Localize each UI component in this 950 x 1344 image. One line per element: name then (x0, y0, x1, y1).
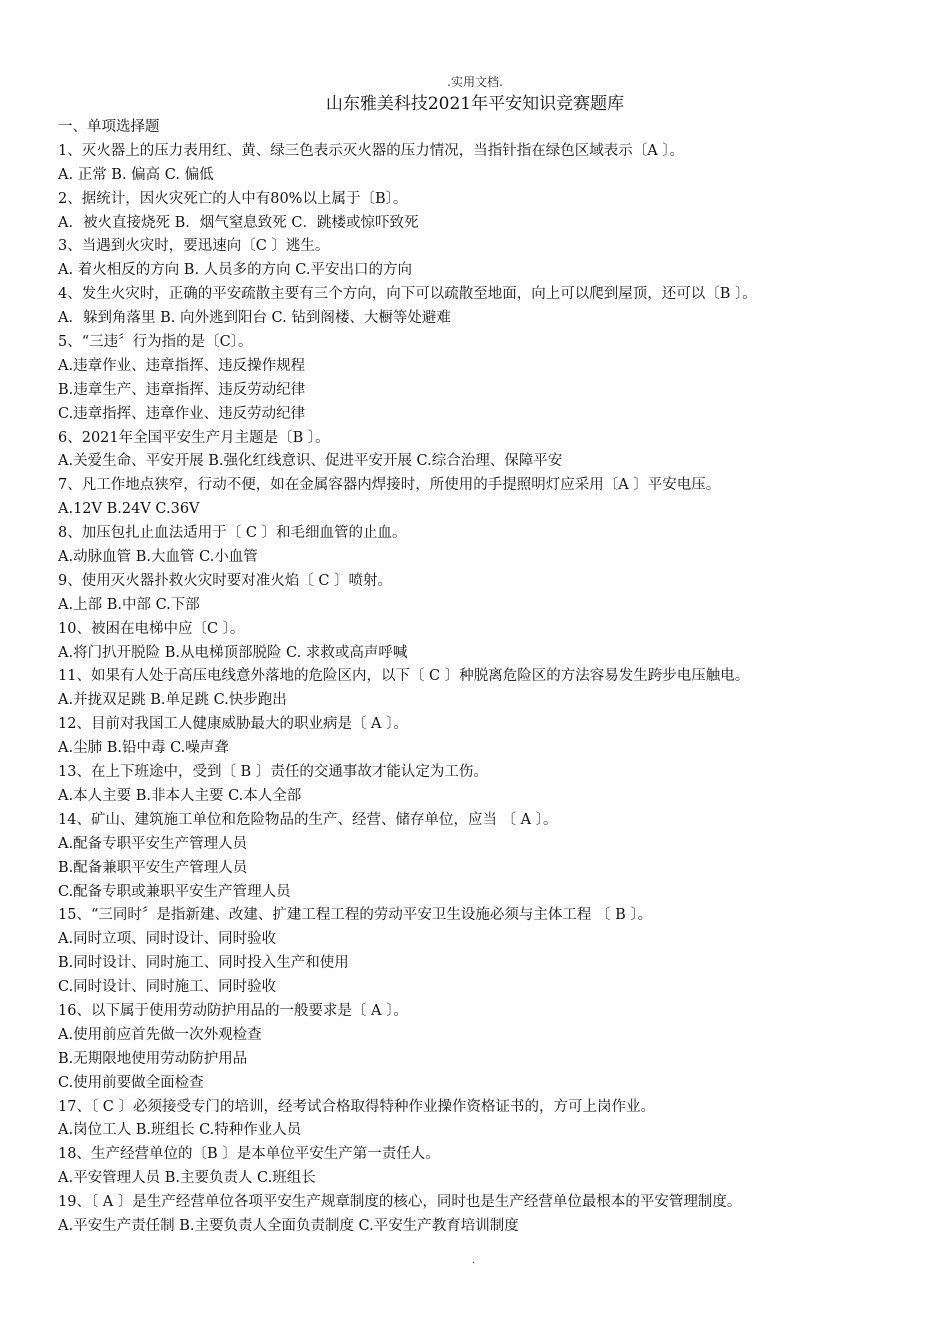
question-18: 18、生产经营单位的〔B 〕是本单位平安生产第一责任人。 (58, 1146, 440, 1163)
option-15c: C.同时设计、同时施工、同时验收 (58, 979, 277, 996)
question-list (58, 116, 938, 1239)
options-8: A.动脉血管 B.大血管 C.小血管 (58, 549, 258, 566)
question-7: 7、凡工作地点狭窄，行动不便，如在金属容器内焊接时，所使用的手提照明灯应采用〔A 〕平安电压。 (58, 477, 721, 494)
options-19: A.平安生产责任制 B.主要负责人全面负责制度 C.平安生产教育培训制度 (58, 1217, 519, 1234)
question-17: 17、〔 C 〕必须接受专门的培训，经考试合格取得特种作业操作资格证书的，方可上岗作业。 (58, 1098, 656, 1115)
option-5c: C.违章指挥、违章作业、违反劳动纪律 (58, 405, 306, 422)
question-2: 2、据统计，因火灾死亡的人中有80%以上属于〔B〕。 (58, 190, 408, 207)
options-13: A.本人主要 B.非本人主要 C.本人全部 (58, 787, 302, 804)
question-12: 12、目前对我国工人健康威胁最大的职业病是〔 A 〕。 (58, 716, 408, 733)
options-17: A.岗位工人 B.班组长 C.特种作业人员 (58, 1122, 302, 1139)
question-8: 8、加压包扎止血法适用于〔 C 〕和毛细血管的止血。 (58, 525, 407, 542)
option-16b: B.无期限地使用劳动防护用品 (58, 1050, 248, 1067)
question-6: 6、2021年全国平安生产月主题是〔B 〕。 (58, 429, 330, 446)
options-12: A.尘肺 B.铅中毒 C.噪声聋 (58, 740, 229, 757)
question-15: 15、“三同时〞是指新建、改建、扩建工程工程的劳动平安卫生设施必须与主体工程 〔 B 〕。 (58, 907, 653, 924)
option-15b: B.同时设计、同时施工、同时投入生产和使用 (58, 955, 349, 972)
question-4: 4、发生火灾时，正确的平安疏散主要有三个方向，向下可以疏散至地面，向上可以爬到屋顶，还可以〔B 〕。 (58, 286, 757, 303)
option-5a: A.违章作业、违章指挥、违反操作规程 (58, 357, 306, 374)
options-11: A.并拢双足跳 B.单足跳 C.快步跑出 (58, 692, 287, 709)
question-9: 9、使用灭火器扑救火灾时要对准火焰〔 C 〕喷射。 (58, 572, 393, 589)
options-4: A．躲到角落里 B. 向外逃到阳台 C. 钻到阁楼、大橱等处避难 (58, 310, 451, 327)
header-note: .实用文档. (447, 75, 503, 89)
page-title: 山东雅美科技2021年平安知识竞赛题库 (325, 94, 625, 114)
section-heading: 一、单项选择题 (58, 119, 160, 135)
options-7: A.12V B.24V C.36V (58, 501, 200, 518)
option-5b: B.违章生产、违章指挥、违反劳动纪律 (58, 381, 306, 398)
question-11: 11、如果有人处于高压电线意外落地的危险区内，以下〔 C 〕种脱离危险区的方法容易发生跨步电压触电。 (58, 668, 750, 685)
options-10: A.将门扒开脱险 B.从电梯顶部脱险 C. 求救或高声呼喊 (58, 644, 408, 661)
question-10: 10、被困在电梯中应〔C 〕。 (58, 620, 245, 637)
option-14a: A.配备专职平安生产管理人员 (58, 835, 248, 852)
question-1: 1、灭火器上的压力表用红、黄、绿三色表示灭火器的压力情况，当指针指在绿色区域表示〔A 〕。 (58, 142, 685, 159)
option-14c: C.配备专职或兼职平安生产管理人员 (58, 883, 291, 900)
options-9: A.上部 B.中部 C.下部 (58, 596, 200, 613)
options-6: A.关爱生命、平安开展 B.强化红线意识、促进平安开展 C.综合治理、保障平安 (58, 453, 563, 470)
options-2: A．被火直接烧死 B．烟气窒息致死 C．跳楼或惊吓致死 (58, 214, 419, 231)
options-3: A. 着火相反的方向 B. 人员多的方向 C.平安出口的方向 (58, 262, 412, 279)
question-16: 16、以下属于使用劳动防护用品的一般要求是〔 A 〕。 (58, 1002, 408, 1019)
question-3: 3、当遇到火灾时，要迅速向〔C 〕逃生。 (58, 238, 330, 255)
option-16a: A.使用前应首先做一次外观检查 (58, 1026, 262, 1043)
question-19: 19、〔 A 〕是生产经营单位各项平安生产规章制度的核心，同时也是生产经营单位最根本的平安管理制度。 (58, 1194, 742, 1211)
option-16c: C.使用前要做全面检查 (58, 1074, 204, 1091)
option-15a: A.同时立项、同时设计、同时验收 (58, 931, 277, 948)
question-14: 14、矿山、建筑施工单位和危险物品的生产、经营、储存单位，应当 〔 A 〕。 (58, 811, 558, 828)
question-13: 13、在上下班途中，受到〔 B 〕责任的交通事故才能认定为工伤。 (58, 764, 488, 781)
options-1: A. 正常 B. 偏高 C. 偏低 (58, 166, 214, 183)
options-18: A.平安管理人员 B.主要负责人 C.班组长 (58, 1170, 316, 1187)
footer-mark: . (472, 1255, 476, 1266)
option-14b: B.配备兼职平安生产管理人员 (58, 859, 248, 876)
question-5: 5、“三违〞行为指的是〔C〕。 (58, 334, 253, 351)
